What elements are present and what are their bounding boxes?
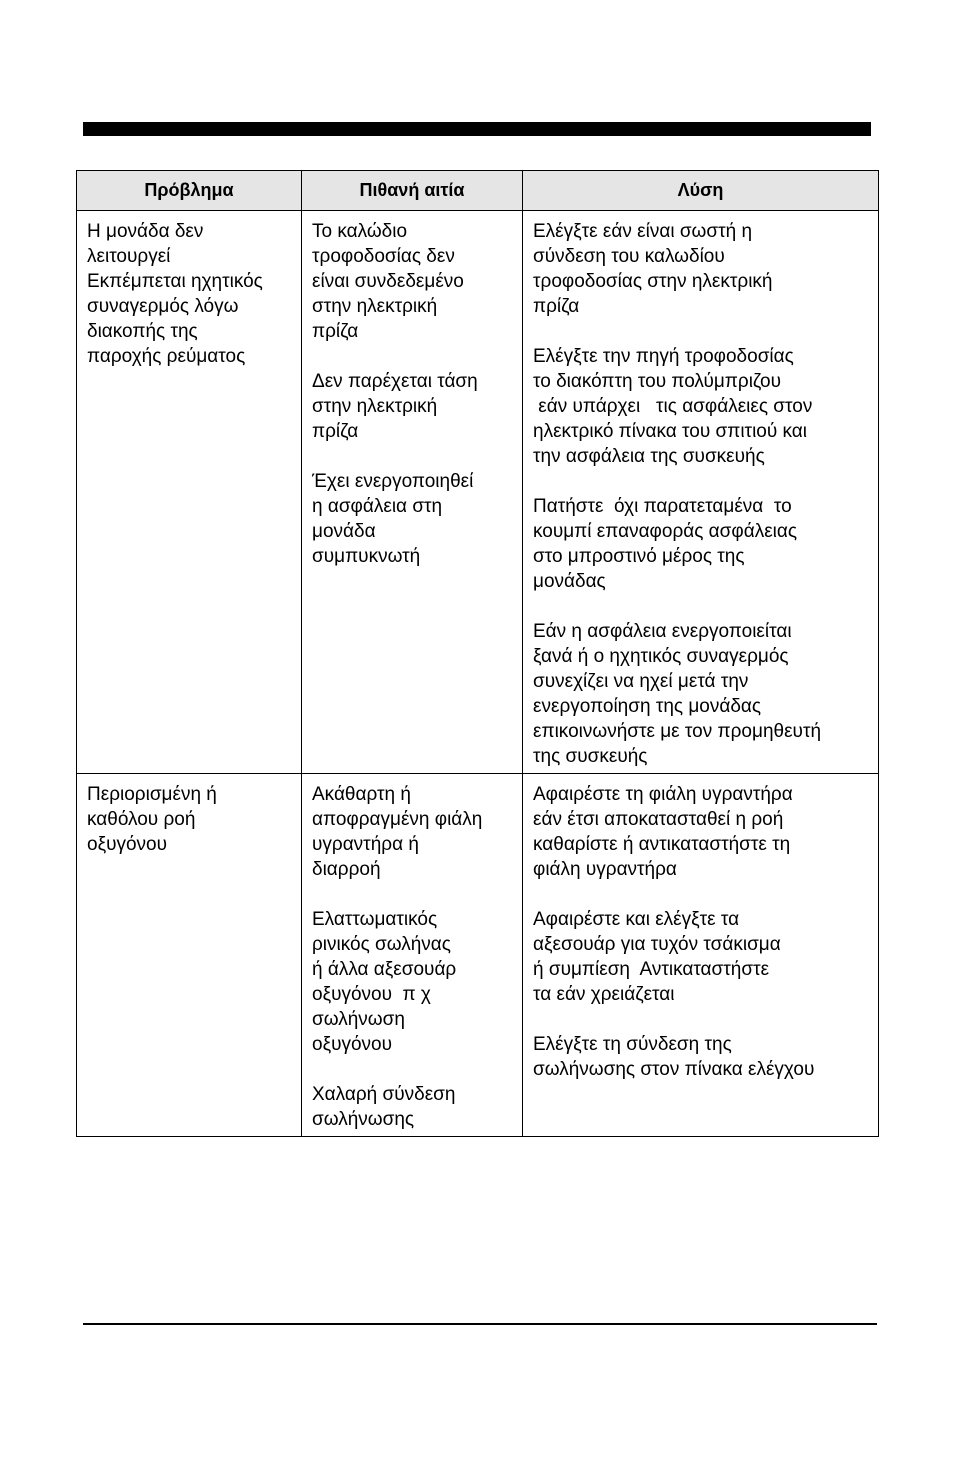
cell-line: είναι συνδεδεμένο [312, 271, 464, 292]
cell-line: εάν υπάρχει τις ασφάλειες στον [533, 396, 813, 417]
cell-line: Ελέγξτε την πηγή τροφοδοσίας [533, 346, 794, 367]
header-solution: Λύση [523, 171, 879, 211]
cell-line: συμπυκνωτή [312, 546, 421, 567]
table-header-row [77, 171, 879, 211]
cell-line: στην ηλεκτρική [312, 396, 438, 417]
cell-line: οξυγόνου [87, 834, 167, 855]
cell-line: Χαλαρή σύνδεση [312, 1084, 456, 1105]
cell-paragraph [312, 369, 514, 444]
table-body [77, 211, 879, 1137]
cell-line: ή άλλα αξεσουάρ [312, 959, 457, 980]
cell-line: εάν έτσι αποκατασταθεί η ροή [533, 809, 784, 830]
cell-line: η ασφάλεια στη [312, 496, 443, 517]
cell-paragraph [312, 469, 514, 569]
cell-line: συνεχίζει να ηχεί μετά την [533, 671, 749, 692]
cause-cell [302, 774, 523, 1137]
cell-paragraph [312, 219, 514, 344]
cell-line: Ελαττωματικός [312, 909, 438, 930]
cell-line: στο μπροστινό μέρος της [533, 546, 745, 567]
table-row [77, 774, 879, 1137]
cell-line: Εάν η ασφάλεια ενεργοποιείται [533, 621, 792, 642]
solution-cell [523, 211, 879, 774]
cell-line: Αφαιρέστε και ελέγξτε τα [533, 909, 740, 930]
cell-line: συναγερμός λόγω [87, 296, 239, 317]
cell-line: Εκπέμπεται ηχητικός [87, 271, 263, 292]
cell-line: φιάλη υγραντήρα [533, 859, 677, 880]
cell-paragraph [312, 1082, 514, 1132]
cell-line: Το καλώδιο [312, 221, 408, 242]
cell-line: τροφοδοσίας στην ηλεκτρική [533, 271, 773, 292]
cell-line: Αφαιρέστε τη φιάλη υγραντήρα [533, 784, 793, 805]
cell-line: ενεργοποίηση της μονάδας [533, 696, 762, 717]
cell-line: σωλήνωσης στον πίνακα ελέγχου [533, 1059, 815, 1080]
cell-paragraph [312, 907, 514, 1057]
footer-rule [83, 1323, 877, 1325]
cell-line: σωλήνωση [312, 1009, 405, 1030]
cell-line: της συσκευής [533, 746, 648, 767]
cell-line: παροχής ρεύματος [87, 346, 246, 367]
cell-line: Ελέγξτε τη σύνδεση της [533, 1034, 732, 1055]
solution-cell [523, 774, 879, 1137]
cell-paragraph [87, 219, 293, 369]
cell-line: διακοπής της [87, 321, 198, 342]
cell-line: επικοινωνήστε με τον προμηθευτή [533, 721, 822, 742]
cell-line: καθόλου ροή [87, 809, 196, 830]
problem-cell [77, 211, 302, 774]
cell-line: Πατήστε όχι παρατεταμένα το [533, 496, 792, 517]
cell-line: κουμπί επαναφοράς ασφάλειας [533, 521, 798, 542]
cell-line: σύνδεση του καλωδίου [533, 246, 725, 267]
cell-line: λειτουργεί [87, 246, 171, 267]
cell-line: Ακάθαρτη ή [312, 784, 411, 805]
cell-line: Δεν παρέχεται τάση [312, 371, 478, 392]
cell-line: υγραντήρα ή [312, 834, 419, 855]
cell-line: διαρροή [312, 859, 381, 880]
cell-line: τροφοδοσίας δεν [312, 246, 455, 267]
cell-line: καθαρίστε ή αντικαταστήστε τη [533, 834, 791, 855]
header-cause: Πιθανή αιτία [302, 171, 523, 211]
cell-line: Ελέγξτε εάν είναι σωστή η [533, 221, 753, 242]
cell-line: μονάδας [533, 571, 606, 592]
cell-line: στην ηλεκτρική [312, 296, 438, 317]
cell-line: πρίζα [533, 296, 580, 317]
header-bar [83, 122, 871, 136]
cell-line: τα εάν χρειάζεται [533, 984, 675, 1005]
cell-line: ηλεκτρικό πίνακα του σπιτιού και [533, 421, 807, 442]
cell-paragraph [533, 1032, 870, 1082]
cell-line: ρινικός σωλήνας [312, 934, 451, 955]
cell-line: πρίζα [312, 421, 359, 442]
problem-cell [77, 774, 302, 1137]
cell-line: αξεσουάρ για τυχόν τσάκισμα [533, 934, 781, 955]
cell-paragraph [533, 494, 870, 594]
cell-paragraph [312, 782, 514, 882]
cell-line: αποφραγμένη φιάλη [312, 809, 483, 830]
cell-paragraph [533, 782, 870, 882]
cell-line: οξυγόνου π χ [312, 984, 431, 1005]
cell-line: Περιορισμένη ή [87, 784, 217, 805]
cell-paragraph [533, 907, 870, 1007]
cell-paragraph [533, 619, 870, 769]
cell-paragraph [87, 782, 293, 857]
cell-line: Έχει ενεργοποιηθεί [312, 471, 474, 492]
cell-line: το διακόπτη του πολύμπριζου [533, 371, 781, 392]
cell-line: πρίζα [312, 321, 359, 342]
table-row [77, 211, 879, 774]
cell-paragraph [533, 344, 870, 469]
cell-line: ξανά ή ο ηχητικός συναγερμός [533, 646, 789, 667]
cause-cell [302, 211, 523, 774]
cell-paragraph [533, 219, 870, 319]
cell-line: οξυγόνου [312, 1034, 392, 1055]
cell-line: την ασφάλεια της συσκευής [533, 446, 765, 467]
header-problem: Πρόβλημα [77, 171, 302, 211]
cell-line: μονάδα [312, 521, 376, 542]
cell-line: σωλήνωσης [312, 1109, 415, 1130]
troubleshooting-table [76, 170, 879, 1137]
cell-line: ή συμπίεση Αντικαταστήστε [533, 959, 770, 980]
cell-line: Η μονάδα δεν [87, 221, 204, 242]
